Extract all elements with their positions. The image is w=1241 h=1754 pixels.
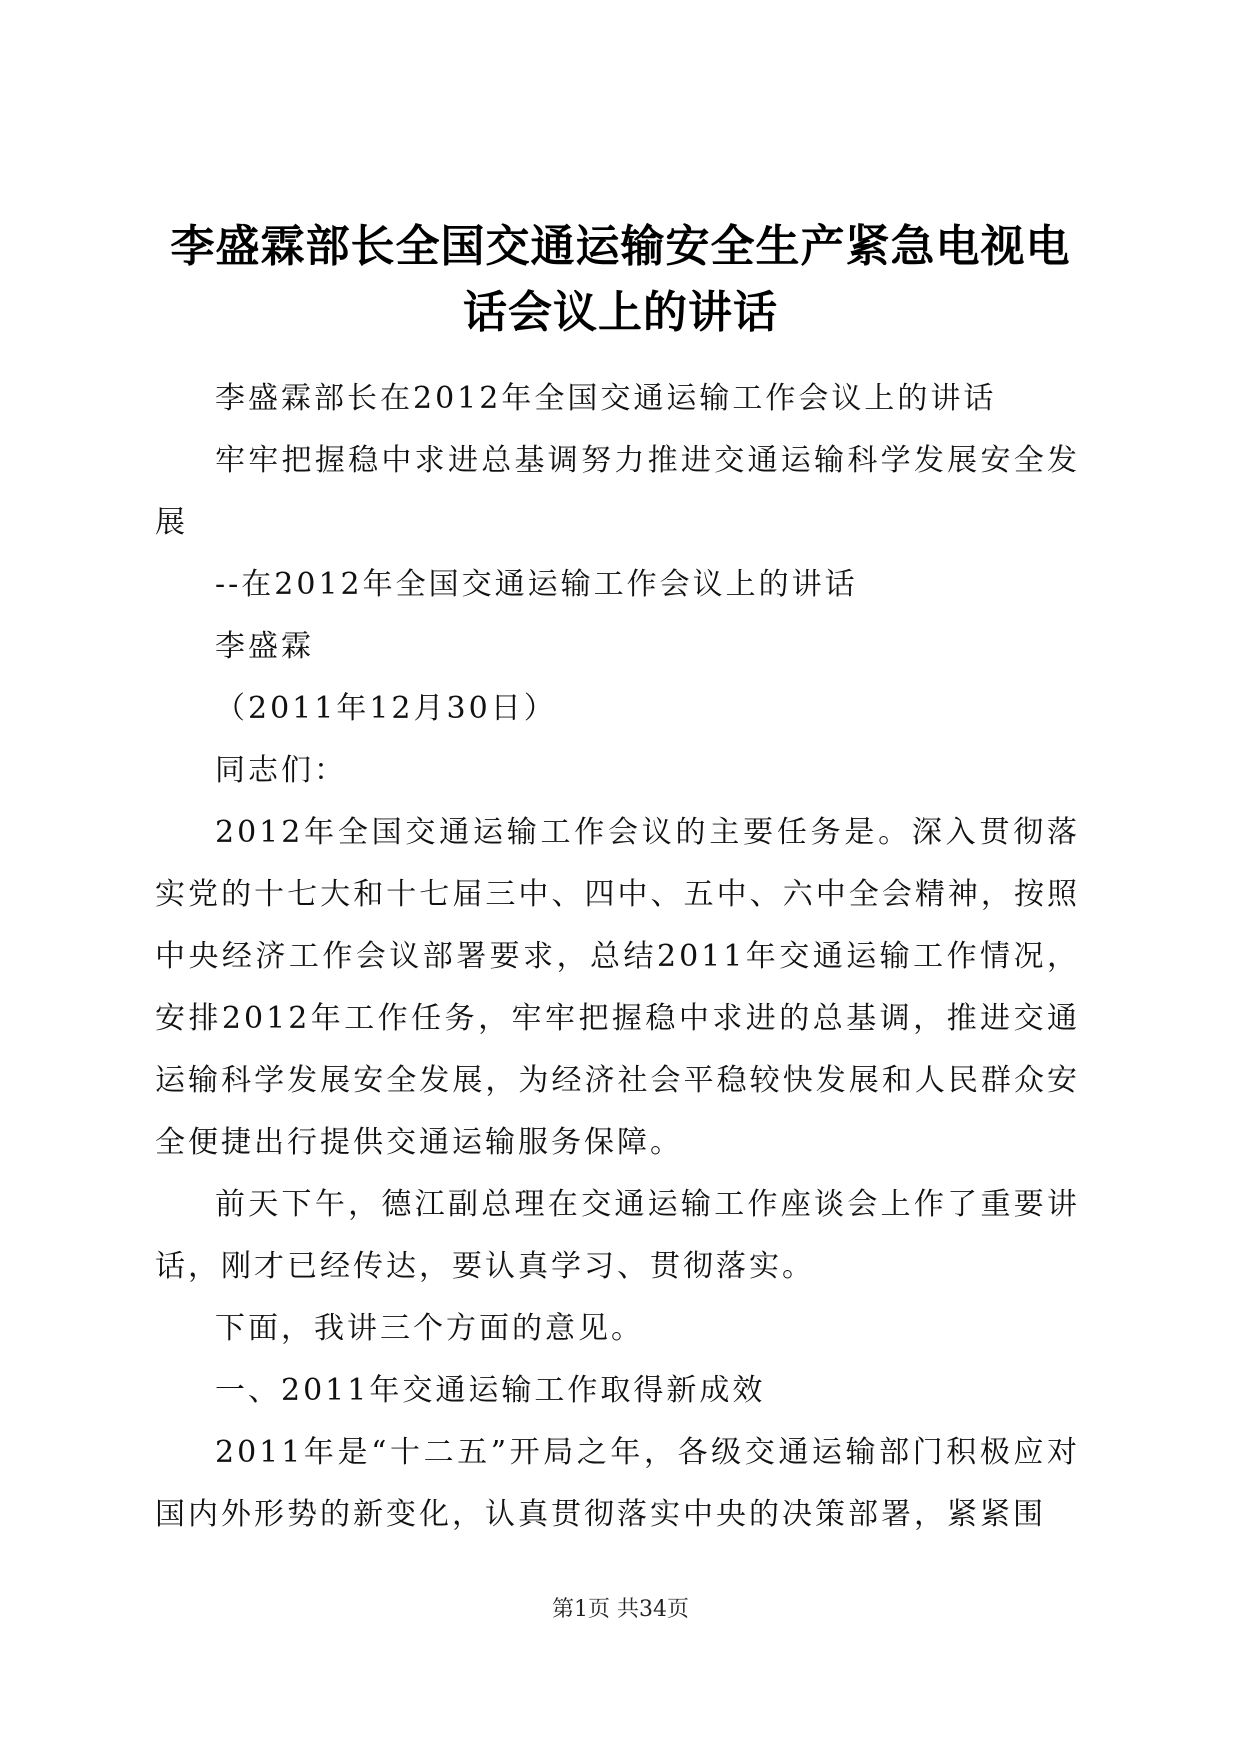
paragraph: 一、2011年交通运输工作取得新成效 [215,1373,766,1408]
paragraph: 李盛霖 [215,629,314,664]
paragraph: 同志们： [215,753,347,788]
page-number-footer: 第1页 共34页 [552,1597,689,1622]
paragraph: 2012年全国交通运输工作会议的主要任务是。深入贯彻落实党的十七大和十七届三中、四中、五中、六中全会精神，按照中央经济工作会议部署要求，总结2011年交通运输工作情况，安排2012年工作任务，牢牢把握稳中求进的总基调，推进交通运输科学发展安全发展，为经济社会平稳较快发展和人民群众安全便捷出行提供交通运输服务保障。 [155,815,1080,1160]
document-title: 李盛霖部长全国交通运输安全生产紧急电视电话会议上的讲话 [170,221,1071,338]
document-body [155,368,1080,1546]
paragraph: （2011年12月30日） [215,691,557,726]
paragraph: 牢牢把握稳中求进总基调努力推进交通运输科学发展安全发展 [155,443,1080,540]
paragraph: 李盛霖部长在2012年全国交通运输工作会议上的讲话 [215,381,997,416]
paragraph: 前天下午，德江副总理在交通运输工作座谈会上作了重要讲话，刚才已经传达，要认真学习、贯彻落实。 [155,1187,1080,1284]
paragraph: 下面，我讲三个方面的意见。 [215,1311,644,1346]
paragraph: --在2012年全国交通运输工作会议上的讲话 [215,567,858,602]
paragraph: 2011年是“十二五”开局之年，各级交通运输部门积极应对国内外形势的新变化，认真贯彻落实中央的决策部署，紧紧围 [155,1435,1080,1532]
